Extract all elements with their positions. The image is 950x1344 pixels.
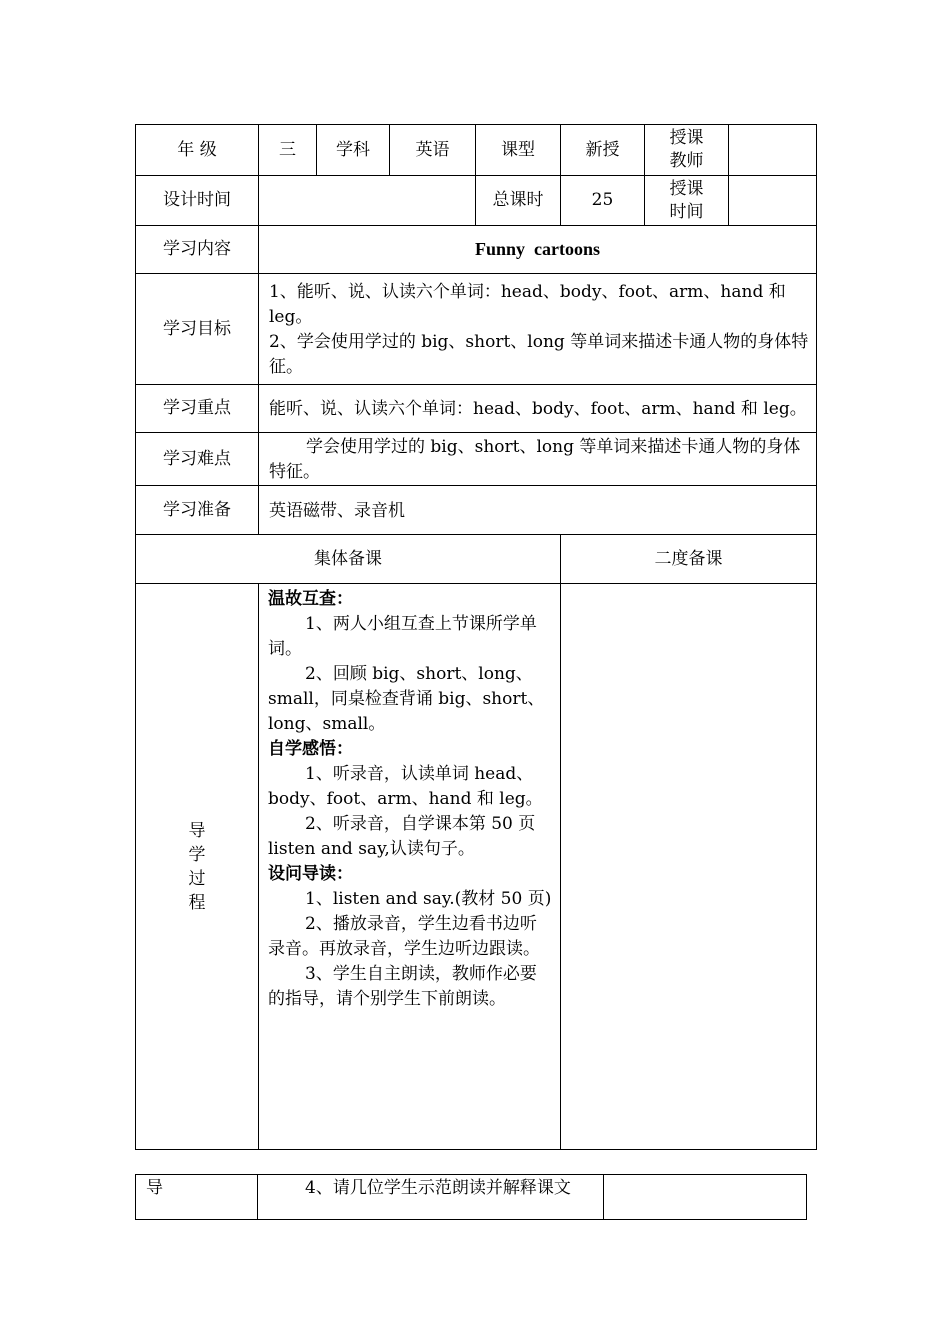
lesson-type-value: 新授 [561,125,645,176]
review-step-1: 1、两人小组互查上节课所学单词。 [268,614,537,659]
difficulties-label: 学习难点 [136,433,259,486]
self-study-step-1: 1、听录音，认读单词 head、body、foot、arm、hand 和 leg。 [268,764,543,809]
guided-step-1: 1、listen and say.(教材 50 页) [305,889,552,909]
continuation-step-4: 4、请几位学生示范朗读并解释课文 [305,1178,571,1198]
class-time-label-line-1: 授课 [669,178,704,199]
difficulties-row [136,433,817,486]
subject-value: 英语 [390,125,476,176]
class-time-value [729,176,817,226]
process-row [136,584,817,1150]
header-row-2 [136,176,817,226]
continuation-text [258,1175,604,1220]
process-label-char-4: 程 [188,892,206,913]
teacher-value [729,125,817,176]
continuation-label: 导 [136,1175,258,1220]
difficulties-value [259,433,817,486]
preparation-row [136,486,817,535]
guided-step-2: 2、播放录音，学生边看书边听录音。再放录音，学生边听边跟读。 [268,914,540,959]
teacher-label-line-1: 授课 [669,128,704,148]
teacher-label-line-2: 教师 [669,151,704,171]
guided-reading-heading: 设问导读： [268,864,353,884]
design-time-label: 设计时间 [136,176,259,226]
continuation-secondary-cell [604,1175,807,1220]
goals-row [136,274,817,385]
goals-label: 学习目标 [136,274,259,385]
secondary-prep-header: 二度备课 [561,535,817,584]
content-row [136,226,817,274]
goal-1: 1、能听、说、认读六个单词：head、body、foot、arm、hand 和 leg。 [269,282,786,327]
key-points-value: 能听、说、认读六个单词：head、body、foot、arm、hand 和 leg。 [259,385,817,433]
key-points-row [136,385,817,433]
review-heading: 温故互查： [268,589,353,609]
goals-value [259,274,817,385]
grade-value: 三 [259,125,317,176]
class-time-label-line-2: 时间 [669,201,704,222]
process-label-char-3: 过 [188,868,206,889]
process-label [136,584,259,1150]
review-step-2: 2、回顾 big、short、long、small，同桌检查背诵 big、short、long、small。 [268,664,545,734]
subject-label: 学科 [317,125,390,176]
continuation-table [135,1174,807,1220]
grade-label: 年 级 [136,125,259,176]
key-points-label: 学习重点 [136,385,259,433]
collective-prep-header: 集体备课 [136,535,561,584]
total-hours-label: 总课时 [476,176,561,226]
self-study-heading: 自学感悟： [268,739,353,759]
secondary-prep-cell [561,584,817,1150]
header-row-1 [136,125,817,176]
teacher-label [645,125,729,176]
process-label-char-1: 导 [188,820,206,841]
process-content [259,584,561,1150]
guided-step-3: 3、学生自主朗读，教师作必要的指导，请个别学生下前朗读。 [268,964,537,1009]
goal-2: 2、学会使用学过的 big、short、long 等单词来描述卡通人物的身体特征。 [269,332,809,377]
lesson-plan-table [135,124,817,1150]
sections-row [136,535,817,584]
total-hours-value: 25 [561,176,645,226]
content-title: Funny cartoons [259,226,817,274]
design-time-value [259,176,476,226]
content-label: 学习内容 [136,226,259,274]
preparation-label: 学习准备 [136,486,259,535]
difficulties-text: 学会使用学过的 big、short、long 等单词来描述卡通人物的身体特征。 [269,437,801,482]
lesson-type-label: 课型 [476,125,561,176]
self-study-step-2: 2、听录音，自学课本第 50 页 listen and say,认读句子。 [268,814,536,859]
process-label-char-2: 学 [188,844,206,865]
continuation-row [136,1175,807,1220]
class-time-label [645,176,729,226]
preparation-value: 英语磁带、录音机 [259,486,817,535]
